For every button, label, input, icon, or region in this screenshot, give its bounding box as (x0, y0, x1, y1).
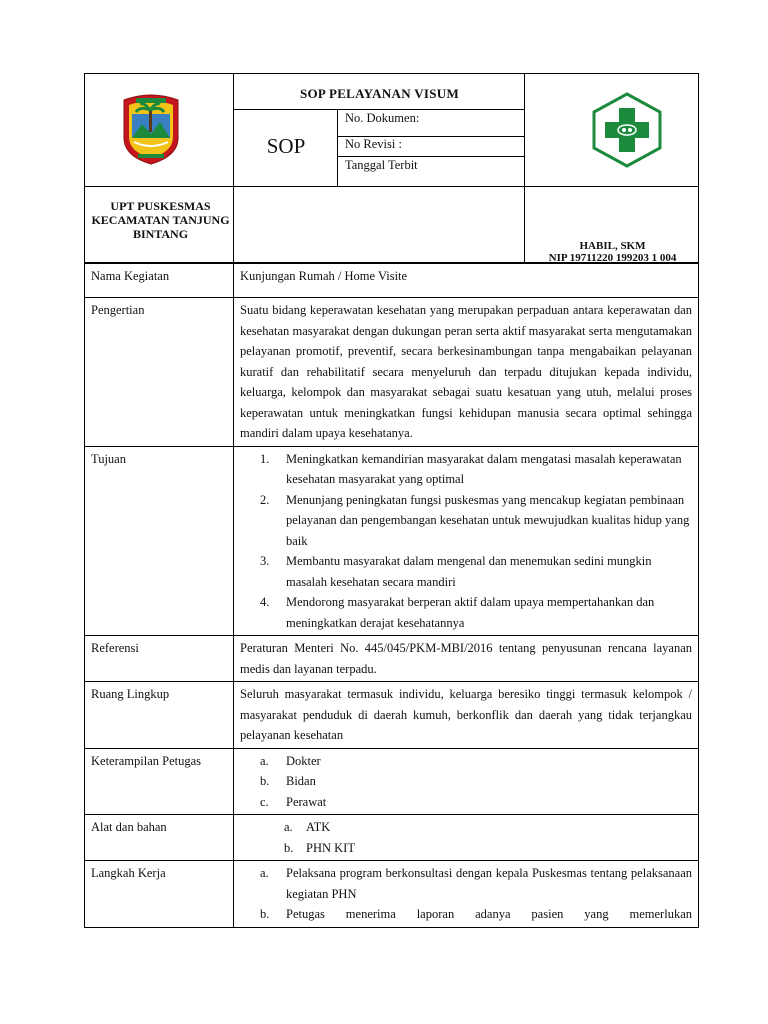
doc-number-field: No. Dokumen: (345, 111, 420, 125)
row-referensi (85, 636, 699, 682)
list-item: c. Perawat (260, 794, 327, 809)
list-item: b. Bidan (260, 774, 316, 788)
tujuan-list (240, 449, 692, 634)
list-item: a. ATK (284, 820, 331, 834)
issue-date-field: Tanggal Terbit (345, 158, 418, 172)
list-item: b. Petugas menerima laporan adanya pasien yang memerlukan (260, 907, 692, 921)
revision-field: No Revisi : (345, 137, 402, 151)
langkah-list (240, 863, 692, 925)
organization-name: UPT PUSKESMAS KECAMATAN TANJUNG BINTANG (91, 199, 230, 241)
row-label: Ruang Lingkup (85, 682, 234, 749)
regional-emblem-logo (118, 92, 184, 166)
signer-name: HABIL, SKM (579, 240, 646, 252)
row-label: Alat dan bahan (85, 815, 234, 861)
row-label: Keterampilan Petugas (85, 748, 234, 815)
row-value: Peraturan Menteri No. 445/045/PKM-MBI/2016 tentang penyusunan rencana layanan medis dan layanan terpadu. (234, 636, 699, 682)
row-tujuan (85, 446, 699, 636)
list-item: 4. Mendorong masyarakat berperan aktif dalam upaya mempertahankan dan meningkatkan derajat kesehatannya (260, 595, 655, 630)
list-item: 1. Meningkatkan kemandirian masyarakat dalam mengatasi masalah keperawatan kesehatan masyarakat yang optimal (260, 451, 682, 486)
row-label: Nama Kegiatan (85, 264, 234, 298)
row-value: Kunjungan Rumah / Home Visite (234, 264, 699, 298)
list-item: 3. Membantu masyarakat dalam mengenal dan menemukan sedini mungkin masalah kesehatan secara mandiri (260, 554, 652, 589)
row-value: Suatu bidang keperawatan kesehatan yang merupakan perpaduan antara keperawatan dan kesehatan masyarakat dengan dukungan peran serta aktif masyarakat serta mengutamakan pelayanan promotif, preventif, secara berkesinambungan tanpa mengabaikan pelayanan kuratif dan rehabilitatif secara menyeluruh dan terpadu ditujukan kepada individu, keluarga, kelompok dan masyarakat sebagai suatu kesatuan yang utuh, melalui proses keperawatan untuk meningkatkan fungsi kehidupan manusia secara optimal sehingga mandiri dalam upaya kesehatanya. (234, 298, 699, 447)
list-item: a. Pelaksana program berkonsultasi dengan kepala Puskesmas tentang pelaksanaan kegiatan PHN (260, 866, 692, 901)
row-nama-kegiatan (85, 264, 699, 298)
puskesmas-logo (589, 92, 665, 168)
row-label: Referensi (85, 636, 234, 682)
row-alat-dan-bahan (85, 815, 699, 861)
alat-list (240, 817, 692, 858)
keterampilan-list (240, 751, 692, 813)
list-item: b. PHN KIT (284, 840, 355, 855)
sop-label: SOP (266, 134, 306, 158)
row-pengertian (85, 298, 699, 447)
row-ruang-lingkup (85, 682, 699, 749)
sop-content-table (84, 263, 699, 928)
list-item: 2. Menunjang peningkatan fungsi puskesmas yang mencakup kegiatan pembinaan pelayanan dan pengembangan kesehatan untuk mewujudkan kualitas hidup yang baik (260, 492, 690, 548)
row-langkah-kerja (85, 861, 699, 928)
row-keterampilan-petugas (85, 748, 699, 815)
row-label: Langkah Kerja (85, 861, 234, 928)
list-item: a. Dokter (260, 753, 321, 768)
document-title: SOP PELAYANAN VISUM (299, 86, 460, 101)
row-value: Seluruh masyarakat termasuk individu, keluarga beresiko tinggi termasuk kelompok / masyarakat penduduk di daerah kumuh, berkonflik dan daerah yang tidak terjangkau pelayanan kesehatan (234, 682, 699, 749)
signer-nip: NIP 19711220 199203 1 004 (548, 252, 677, 264)
row-label: Tujuan (85, 446, 234, 636)
row-label: Pengertian (85, 298, 234, 447)
